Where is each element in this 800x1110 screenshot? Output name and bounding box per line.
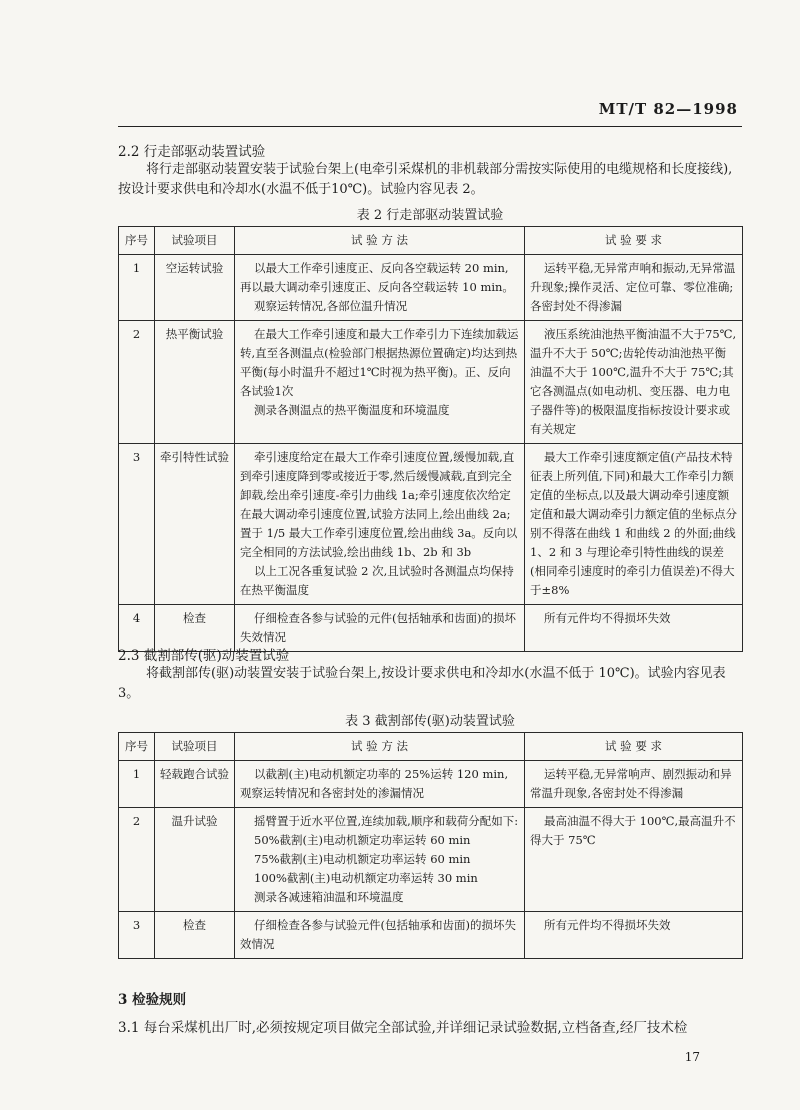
- method-line: 以最大工作牵引速度正、反向各空载运转 20 min,再以最大调动牵引速度正、反向各空载运转 10 min。: [240, 261, 514, 294]
- row-number: 4: [119, 605, 155, 652]
- method-list-item: 75%截割(主)电动机额定功率运转 60 min: [254, 852, 471, 866]
- row-number: 1: [119, 255, 155, 321]
- method-line: 以上工况各重复试验 2 次,且试验时各测温点均保持在热平衡温度: [240, 564, 514, 597]
- method-list-item: 50%截割(主)电动机额定功率运转 60 min: [254, 833, 471, 847]
- test-method: [235, 444, 525, 605]
- method-line: 摇臂置于近水平位置,连续加载,顺序和载荷分配如下:: [254, 814, 519, 828]
- col-header-requirement: 试 验 要 求: [525, 227, 743, 255]
- row-number: 2: [119, 321, 155, 444]
- table-row: [119, 912, 743, 959]
- test-requirement: [525, 912, 743, 959]
- requirement-line: 最大工作牵引速度额定值(产品技术特征表上所列值,下同)和最大工作牵引力额定值的坐标点,以及最大调动牵引速度额定值和最大调动牵引力额定值的坐标点分别不得落在曲线 1 和曲线 2 的外面;曲线 1、2 和 3 与理论牵引特性曲线的误差(相同牵引速度时的牵引力值误差)不得大于±8%: [530, 450, 737, 597]
- col-header-no: 序号: [119, 227, 155, 255]
- requirement-line: 运转平稳,无异常声响和振动,无异常温升现象;操作灵活、定位可靠、零位准确;各密封处不得渗漏: [530, 261, 736, 313]
- table-3-caption: 表 3 截割部传(驱)动装置试验: [345, 714, 515, 729]
- method-line: 以截割(主)电动机额定功率的 25%运转 120 min,观察运转情况和各密封处的渗漏情况: [240, 767, 509, 800]
- table-row: [119, 321, 743, 444]
- table-2-header-row: [119, 227, 743, 255]
- section-2-3-title: 2.3 截割部传(驱)动装置试验: [118, 648, 290, 664]
- table-3: [118, 732, 743, 959]
- requirement-line: 所有元件均不得损坏失效: [544, 611, 671, 625]
- row-number: 2: [119, 808, 155, 912]
- row-number: 3: [119, 912, 155, 959]
- section-2-2-paragraph: 将行走部驱动装置安装于试验台架上(电牵引采煤机的非机载部分需按实际使用的电缆规格和长度接线),按设计要求供电和冷却水(水温不低于10℃)。试验内容见表 2。: [118, 162, 733, 197]
- col-header-requirement: 试 验 要 求: [525, 733, 743, 761]
- test-requirement: [525, 321, 743, 444]
- method-line: 观察运转情况,各部位温升情况: [254, 299, 408, 313]
- requirement-line: 所有元件均不得损坏失效: [544, 918, 671, 932]
- section-3-1-text: 3.1 每台采煤机出厂时,必须按规定项目做完全部试验,并详细记录试验数据,立档备查,经厂技术检: [118, 1020, 688, 1036]
- test-method: [235, 808, 525, 912]
- test-method: [235, 255, 525, 321]
- test-item: 热平衡试验: [155, 321, 235, 444]
- method-line: 在最大工作牵引速度和最大工作牵引力下连续加载运转,直至各测温点(检验部门根据热源位置确定)均达到热平衡(每小时温升不超过1℃时视为热平衡)。正、反向各试验1次: [240, 327, 519, 398]
- page-number: 17: [684, 1050, 700, 1064]
- table-row: [119, 808, 743, 912]
- table-row: [119, 761, 743, 808]
- standard-code-header: MT/T 82—1998: [598, 100, 738, 118]
- test-method: [235, 761, 525, 808]
- test-item: 轻载跑合试验: [155, 761, 235, 808]
- requirement-line: 运转平稳,无异常响声、剧烈振动和异常温升现象,各密封处不得渗漏: [530, 767, 732, 800]
- header-rule: [118, 126, 742, 127]
- col-header-no: 序号: [119, 733, 155, 761]
- test-item: 温升试验: [155, 808, 235, 912]
- method-line: 仔细检查各参与试验元件(包括轴承和齿面)的损坏失效情况: [240, 918, 516, 951]
- col-header-method: 试 验 方 法: [235, 227, 525, 255]
- method-line: 牵引速度给定在最大工作牵引速度位置,缓慢加载,直到牵引速度降到零或接近于零,然后缓慢减载,直到完全卸载,绘出牵引速度-牵引力曲线 1a;牵引速度依次给定在最大调动牵引速度位置,试验方法同上,绘出曲线 2a;置于 1/5 最大工作牵引速度位置,绘出曲线 3a。反向以完全相同的方法试验,绘出曲线 1b、2b 和 3b: [240, 450, 518, 559]
- test-requirement: [525, 255, 743, 321]
- test-requirement: [525, 605, 743, 652]
- test-method: [235, 912, 525, 959]
- test-requirement: [525, 761, 743, 808]
- row-number: 1: [119, 761, 155, 808]
- test-requirement: [525, 444, 743, 605]
- table-2: [118, 226, 743, 652]
- test-requirement: [525, 808, 743, 912]
- col-header-item: 试验项目: [155, 227, 235, 255]
- table-row: [119, 444, 743, 605]
- table-2-caption: 表 2 行走部驱动装置试验: [356, 208, 504, 223]
- test-item: 检查: [155, 912, 235, 959]
- test-item: 空运转试验: [155, 255, 235, 321]
- method-list-item: 100%截割(主)电动机额定功率运转 30 min: [254, 871, 478, 885]
- method-list-item: 测录各减速箱油温和环境温度: [254, 890, 404, 904]
- method-line: 仔细检查各参与试验的元件(包括轴承和齿面)的损坏失效情况: [240, 611, 516, 644]
- test-item: 牵引特性试验: [155, 444, 235, 605]
- col-header-method: 试 验 方 法: [235, 733, 525, 761]
- section-2-3-paragraph: 将截割部传(驱)动装置安装于试验台架上,按设计要求供电和冷却水(水温不低于 10℃)。试验内容见表 3。: [118, 666, 726, 701]
- section-3-title: 3 检验规则: [118, 992, 187, 1008]
- method-line: 测录各测温点的热平衡温度和环境温度: [254, 403, 450, 417]
- test-method: [235, 321, 525, 444]
- col-header-item: 试验项目: [155, 733, 235, 761]
- row-number: 3: [119, 444, 155, 605]
- table-row: [119, 255, 743, 321]
- test-item: 检查: [155, 605, 235, 652]
- table-3-header-row: [119, 733, 743, 761]
- requirement-line: 最高油温不得大于 100℃,最高温升不得大于 75℃: [530, 814, 736, 847]
- section-2-2-title: 2.2 行走部驱动装置试验: [118, 144, 266, 160]
- requirement-line: 液压系统油池热平衡油温不大于75℃,温升不大于 50℃;齿轮传动油池热平衡油温不大于 100℃,温升不大于 75℃;其它各测温点(如电动机、变压器、电力电子器件等)的极限温度指标按设计要求或有关规定: [530, 327, 737, 436]
